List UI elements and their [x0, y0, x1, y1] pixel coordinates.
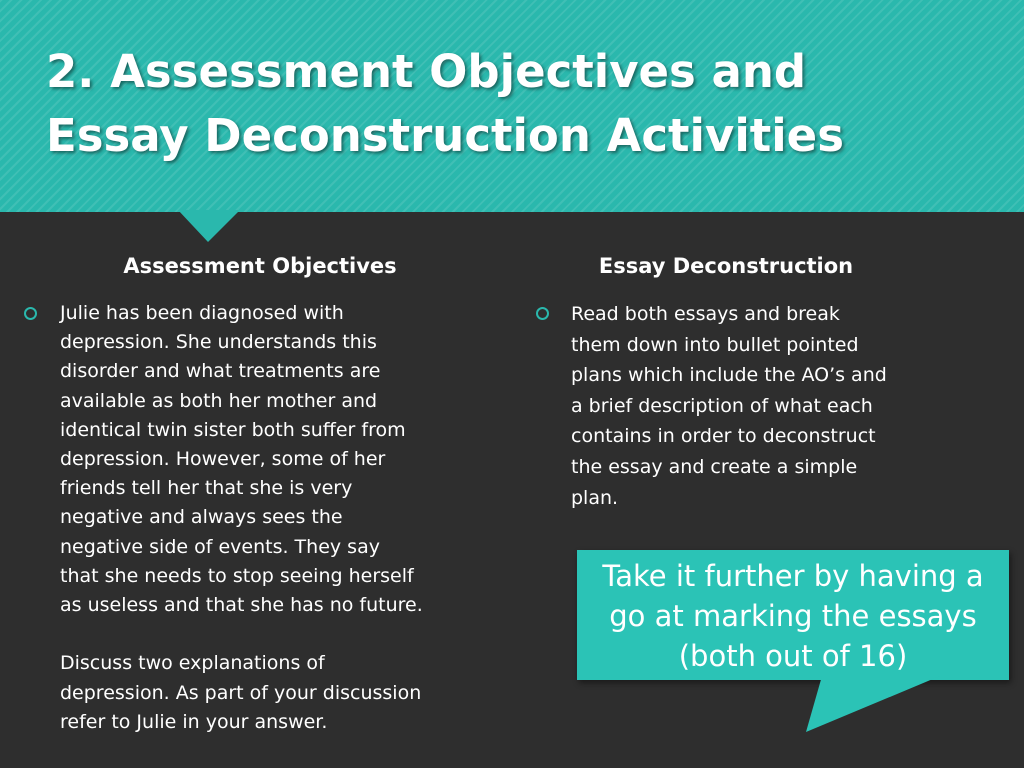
- slide-title: [46, 40, 1006, 168]
- assessment-objectives-text: Julie has been diagnosed with depression. She understands this disorder and what treatments are available as both her mother and identical twin sister both suffer from depression. However, some of her friends tell her that she is very negative and always sees the negative side of events. They say that she needs to stop seeing herself as useless and that she has no future. Discuss two explanations of depression. As part of your discussion refer to Julie in your answer.: [60, 302, 423, 733]
- title-banner: [0, 0, 1024, 212]
- hollow-circle-bullet-icon: [536, 307, 549, 320]
- banner-pointer: [0, 210, 1024, 250]
- callout-text: Take it further by having a go at marking the essays (both out of 16): [602, 559, 984, 673]
- callout-tail: [790, 676, 950, 736]
- slide-title-line-2: Essay Deconstruction Activities: [46, 109, 844, 162]
- assessment-objectives-heading: Assessment Objectives: [123, 254, 397, 278]
- essay-deconstruction-heading: Essay Deconstruction: [598, 254, 854, 278]
- hollow-circle-bullet-icon: [24, 307, 37, 320]
- essay-deconstruction-text: Read both essays and break them down into bullet pointed plans which include the AO’s and a brief description of what each contains in order to deconstruct the essay and create a simple plan.: [571, 303, 887, 509]
- slide-title-line-1: 2. Assessment Objectives and: [46, 45, 807, 98]
